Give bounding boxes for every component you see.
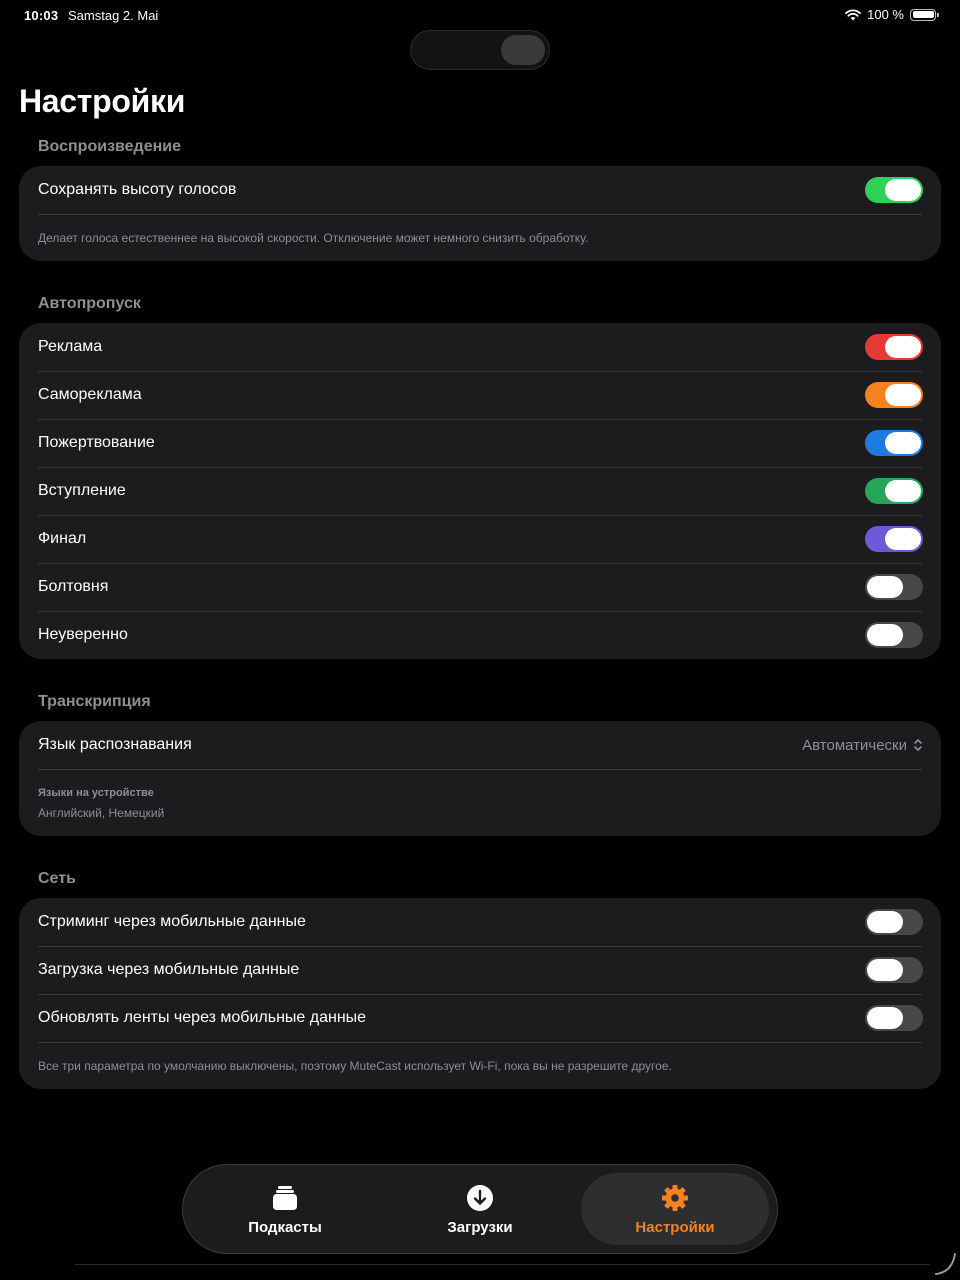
tab-label: Загрузки (447, 1218, 513, 1236)
page-title: Настройки (19, 83, 186, 119)
row-label: Язык распознавания (38, 736, 192, 753)
tab-label: Подкасты (248, 1218, 322, 1236)
battery-icon (910, 9, 936, 21)
donation-toggle[interactable] (865, 430, 923, 456)
outro-toggle[interactable] (865, 526, 923, 552)
download-circle-icon (465, 1183, 495, 1213)
row-donation[interactable] (19, 419, 941, 467)
chatter-toggle[interactable] (865, 574, 923, 600)
gear-icon (660, 1183, 690, 1213)
on-device-languages-title: Языки на устройстве (38, 787, 154, 799)
row-label: Пожертвование (38, 434, 155, 451)
on-device-languages-list: Английский, Немецкий (38, 806, 165, 820)
row-cellular-streaming[interactable] (19, 898, 941, 946)
row-label: Сохранять высоту голосов (38, 181, 237, 198)
tab-downloads[interactable] (386, 1173, 574, 1245)
status-time: 10:03 (24, 8, 59, 23)
row-uncertain[interactable] (19, 611, 941, 659)
group-transcription (19, 721, 941, 836)
cellular-feed-refresh-toggle[interactable] (865, 1005, 923, 1031)
language-picker[interactable] (802, 737, 923, 754)
uncertain-toggle[interactable] (865, 622, 923, 648)
home-indicator (75, 1264, 930, 1265)
row-cellular-feed-refresh[interactable] (19, 994, 941, 1042)
tab-settings[interactable] (581, 1173, 769, 1245)
row-self-promo[interactable] (19, 371, 941, 419)
row-outro[interactable] (19, 515, 941, 563)
status-bar (0, 0, 960, 30)
group-playback (19, 166, 941, 261)
row-ads[interactable] (19, 323, 941, 371)
section-header-transcription: Транскрипция (38, 693, 151, 710)
language-picker-value: Автоматически (802, 736, 907, 754)
chevron-up-down-icon (913, 738, 923, 752)
section-header-playback: Воспроизведение (38, 138, 181, 155)
row-chatter[interactable] (19, 563, 941, 611)
row-label: Обновлять ленты через мобильные данные (38, 1009, 367, 1026)
row-cellular-downloads[interactable] (19, 946, 941, 994)
transcription-footer (19, 769, 941, 836)
row-intro[interactable] (19, 467, 941, 515)
group-network (19, 898, 941, 1089)
ads-toggle[interactable] (865, 334, 923, 360)
row-label: Вступление (38, 482, 126, 499)
section-header-network: Сеть (38, 870, 76, 887)
row-label: Неуверенно (38, 626, 128, 643)
row-label: Болтовня (38, 578, 109, 595)
tab-podcasts[interactable] (191, 1173, 379, 1245)
wifi-icon (845, 9, 861, 21)
tab-bar (182, 1164, 778, 1254)
tab-label: Настройки (635, 1218, 715, 1236)
group-autoskip (19, 323, 941, 659)
section-header-autoskip: Автопропуск (38, 295, 141, 312)
row-label: Загрузка через мобильные данные (38, 961, 300, 978)
multitasking-handle[interactable] (410, 30, 550, 70)
row-label: Реклама (38, 338, 103, 355)
podcasts-stack-icon (270, 1183, 300, 1213)
status-indicators (845, 7, 936, 22)
status-date: Samstag 2. Mai (68, 8, 159, 23)
resize-corner-icon[interactable] (934, 1250, 958, 1276)
row-label: Финал (38, 530, 87, 547)
preserve-pitch-toggle[interactable] (865, 177, 923, 203)
settings-list[interactable] (19, 130, 941, 1073)
intro-toggle[interactable] (865, 478, 923, 504)
network-footer: Все три параметра по умолчанию выключены, поэтому MuteCast использует Wi-Fi, пока вы не разрешите другое. (19, 1042, 941, 1089)
row-preserve-pitch[interactable] (19, 166, 941, 214)
row-label: Самореклама (38, 386, 142, 403)
cellular-downloads-toggle[interactable] (865, 957, 923, 983)
row-label: Стриминг через мобильные данные (38, 913, 306, 930)
self-promo-toggle[interactable] (865, 382, 923, 408)
cellular-streaming-toggle[interactable] (865, 909, 923, 935)
playback-footer: Делает голоса естественнее на высокой скорости. Отключение может немного снизить обработку. (19, 214, 941, 261)
row-recognition-language[interactable] (19, 721, 941, 769)
battery-percent: 100 % (867, 7, 904, 22)
